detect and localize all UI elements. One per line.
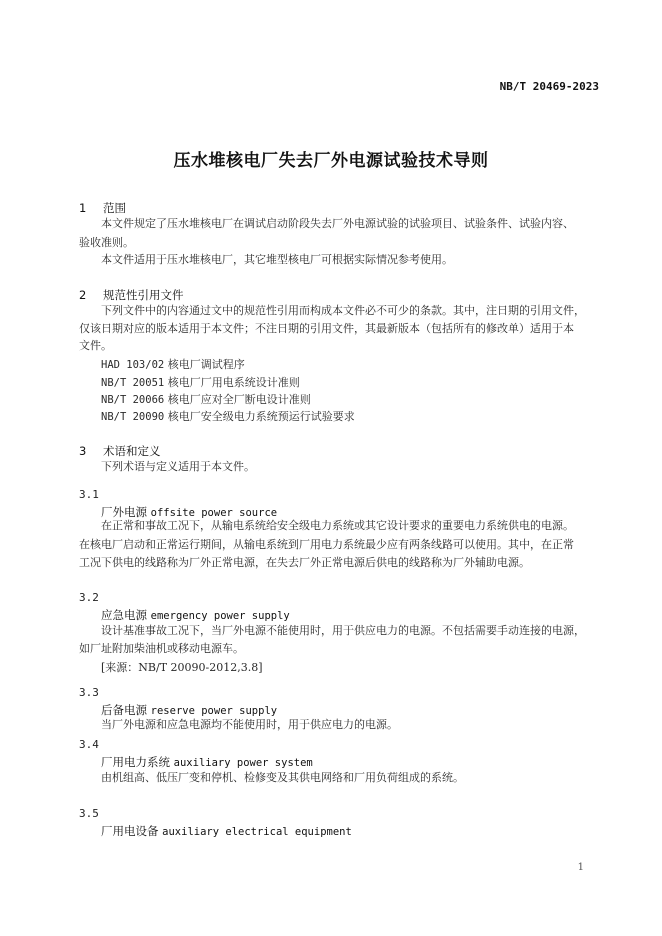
term-number: 3.4 <box>79 738 99 751</box>
term-number: 3.3 <box>79 686 99 699</box>
term-number: 3.1 <box>79 488 99 501</box>
s2-para1-line3: 文件。 <box>79 339 112 352</box>
reference-code: NB/T 20090 <box>101 411 165 423</box>
term-def-line: 在正常和事故工况下，从输电系统给安全级电力系统或其它设计要求的重要电力系统供电的电源。 <box>101 519 574 532</box>
s1-para2: 本文件适用于压水堆核电厂，其它堆型核电厂可根据实际情况参考使用。 <box>101 253 453 266</box>
term-def-line: 当厂外电源和应急电源均不能使用时，用于供应电力的电源。 <box>101 718 398 731</box>
reference-name: 核电厂安全级电力系统预运行试验要求 <box>167 410 355 423</box>
reference-code: HAD 103/02 <box>101 359 165 371</box>
standard-number: NB/T 20469-2023 <box>499 80 599 93</box>
term-cn: 后备电源 <box>101 703 147 717</box>
term-cn: 厂用电设备 <box>101 824 159 838</box>
section-title: 范围 <box>103 201 126 215</box>
term-en: emergency power supply <box>150 610 290 622</box>
term-cn: 厂外电源 <box>101 505 147 519</box>
section-title: 规范性引用文件 <box>103 288 184 302</box>
term-number: 3.5 <box>79 807 99 820</box>
reference-name: 核电厂应对全厂断电设计准则 <box>167 393 311 406</box>
term-en: offsite power source <box>150 507 278 519</box>
reference-code: NB/T 20066 <box>101 394 165 406</box>
term-cn: 厂用电力系统 <box>101 755 170 769</box>
term-en: reserve power supply <box>150 705 278 717</box>
page-number: 1 <box>577 862 584 873</box>
document-title: 压水堆核电厂失去厂外电源试验技术导则 <box>173 151 489 171</box>
term-def-line: 工况下供电的线路称为厂外正常电源，在失去厂外正常电源后供电的线路称为厂外辅助电源。 <box>79 556 530 569</box>
term-number: 3.2 <box>79 591 99 604</box>
s2-para1-line2: 仅该日期对应的版本适用于本文件；不注日期的引用文件，其最新版本（包括所有的修改单）适用于本 <box>79 322 574 335</box>
reference-name: 核电厂调试程序 <box>167 358 245 371</box>
reference-name: 核电厂厂用电系统设计准则 <box>167 376 300 389</box>
term-en: auxiliary power system <box>173 757 313 769</box>
term-def-line: 设计基准事故工况下，当厂外电源不能使用时，用于供应电力的电源。不包括需要手动连接的电源， <box>101 624 585 637</box>
reference-item <box>101 374 300 390</box>
reference-item <box>101 408 355 424</box>
term-def-line: 在核电厂启动和正常运行期间，从输电系统到厂用电力系统最少应有两条线路可以使用。其中，在正常 <box>79 538 574 551</box>
term-def-line: 如厂址附加柴油机或移动电源车。 <box>79 642 244 655</box>
s3-intro: 下列术语与定义适用于本文件。 <box>101 460 255 473</box>
section-number: 1 <box>79 201 87 215</box>
s1-para1-line2: 验收准则。 <box>79 236 134 249</box>
s2-para1-line1: 下列文件中的内容通过文中的规范性引用而构成本文件必不可少的条款。其中，注日期的引用文件， <box>101 304 585 317</box>
reference-item <box>101 356 245 372</box>
term-heading <box>101 823 352 839</box>
reference-item <box>101 391 311 407</box>
term-en: auxiliary electrical equipment <box>162 826 352 838</box>
reference-code: NB/T 20051 <box>101 377 165 389</box>
term-cn: 应急电源 <box>101 608 147 622</box>
s1-para1-line1: 本文件规定了压水堆核电厂在调试启动阶段失去厂外电源试验的试验项目、试验条件、试验内容、 <box>101 217 574 230</box>
term-source: [来源：NB/T 20090-2012,3.8] <box>101 661 263 674</box>
section-title: 术语和定义 <box>103 444 161 458</box>
term-def-line: 由机组高、低压厂变和停机、检修变及其供电网络和厂用负荷组成的系统。 <box>101 771 464 784</box>
section-number: 3 <box>79 444 87 458</box>
section-number: 2 <box>79 288 87 302</box>
